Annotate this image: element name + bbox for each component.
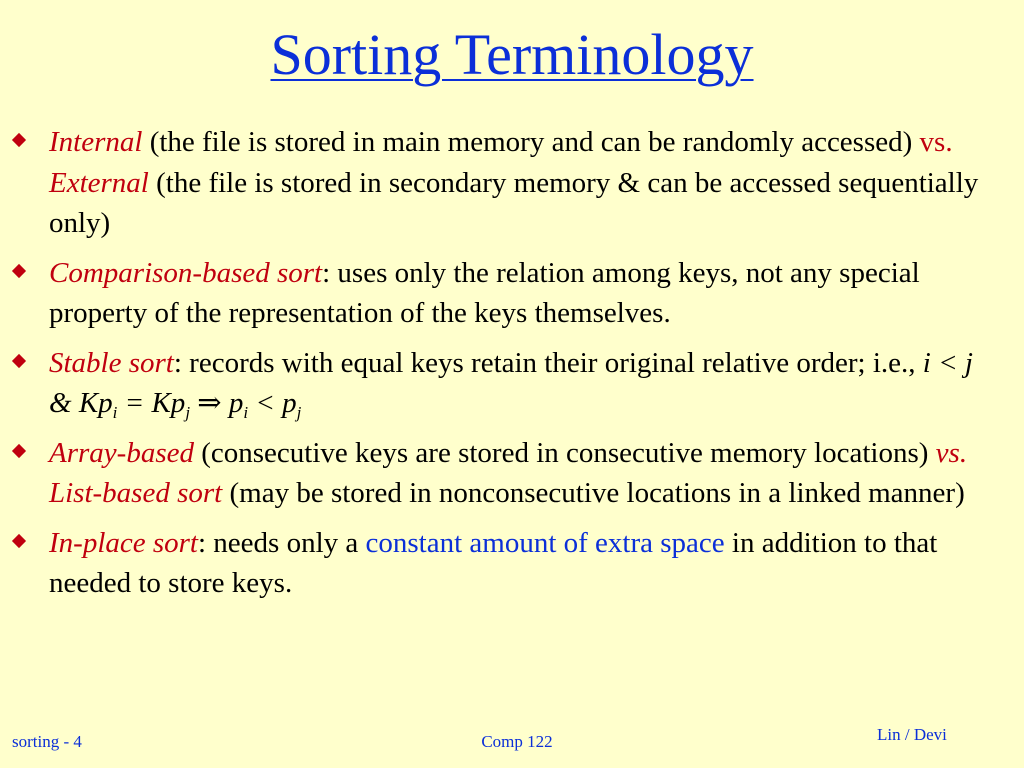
diamond-bullet-icon	[12, 533, 26, 547]
bullet-text: : records with equal keys retain their original relative order; i.e.,	[173, 346, 923, 379]
bullet-text: in addition to that needed to store keys.	[49, 526, 938, 599]
bullet-text: (may be stored in nonconsecutive locations in a linked manner)	[222, 477, 965, 509]
diamond-bullet-icon	[12, 443, 26, 457]
bullet-in-place-sort	[0, 523, 1024, 604]
term-stable-sort: Stable sort	[49, 346, 174, 379]
footer-course: Comp 122	[481, 732, 553, 751]
bullet-internal-external	[0, 122, 1024, 244]
slide-title: Sorting Terminology	[270, 22, 754, 87]
bullet-text: (the file is stored in secondary memory & can be accessed sequentially only)	[49, 166, 979, 239]
bullet-comparison-based	[0, 253, 1024, 334]
bullet-text: (the file is stored in main memory and can be randomly accessed)	[142, 126, 920, 158]
term-array-based: Array-based	[49, 436, 194, 469]
footer-slide-number: sorting - 4	[12, 732, 82, 751]
bullet-list	[0, 122, 1024, 613]
bullet-text: (consecutive keys are stored in consecutive memory locations)	[193, 436, 936, 469]
highlight-constant-space: constant amount of extra space	[365, 526, 725, 559]
diamond-bullet-icon	[12, 353, 26, 367]
term-external: External	[49, 166, 149, 199]
term-in-place-sort: In-place sort	[49, 526, 198, 559]
bullet-text: : uses only the relation among keys, not any special property of the representation of the keys themselves.	[49, 256, 920, 329]
diamond-bullet-icon	[12, 263, 26, 277]
term-internal: Internal	[49, 126, 143, 158]
diamond-bullet-icon	[12, 133, 26, 147]
footer-authors: Lin / Devi	[877, 725, 947, 744]
connector-vs: vs.	[919, 126, 953, 158]
term-list-based-sort: vs. List-based sort	[49, 436, 968, 509]
bullet-array-list-based	[0, 433, 1024, 514]
term-comparison-based-sort: Comparison-based sort	[49, 256, 323, 289]
bullet-stable-sort	[0, 343, 1024, 424]
stable-sort-formula: i < j & $Kp_i = Kp_j$ ⇒ $p_i < p_j$	[49, 346, 973, 422]
bullet-text: : needs only a	[198, 526, 366, 559]
